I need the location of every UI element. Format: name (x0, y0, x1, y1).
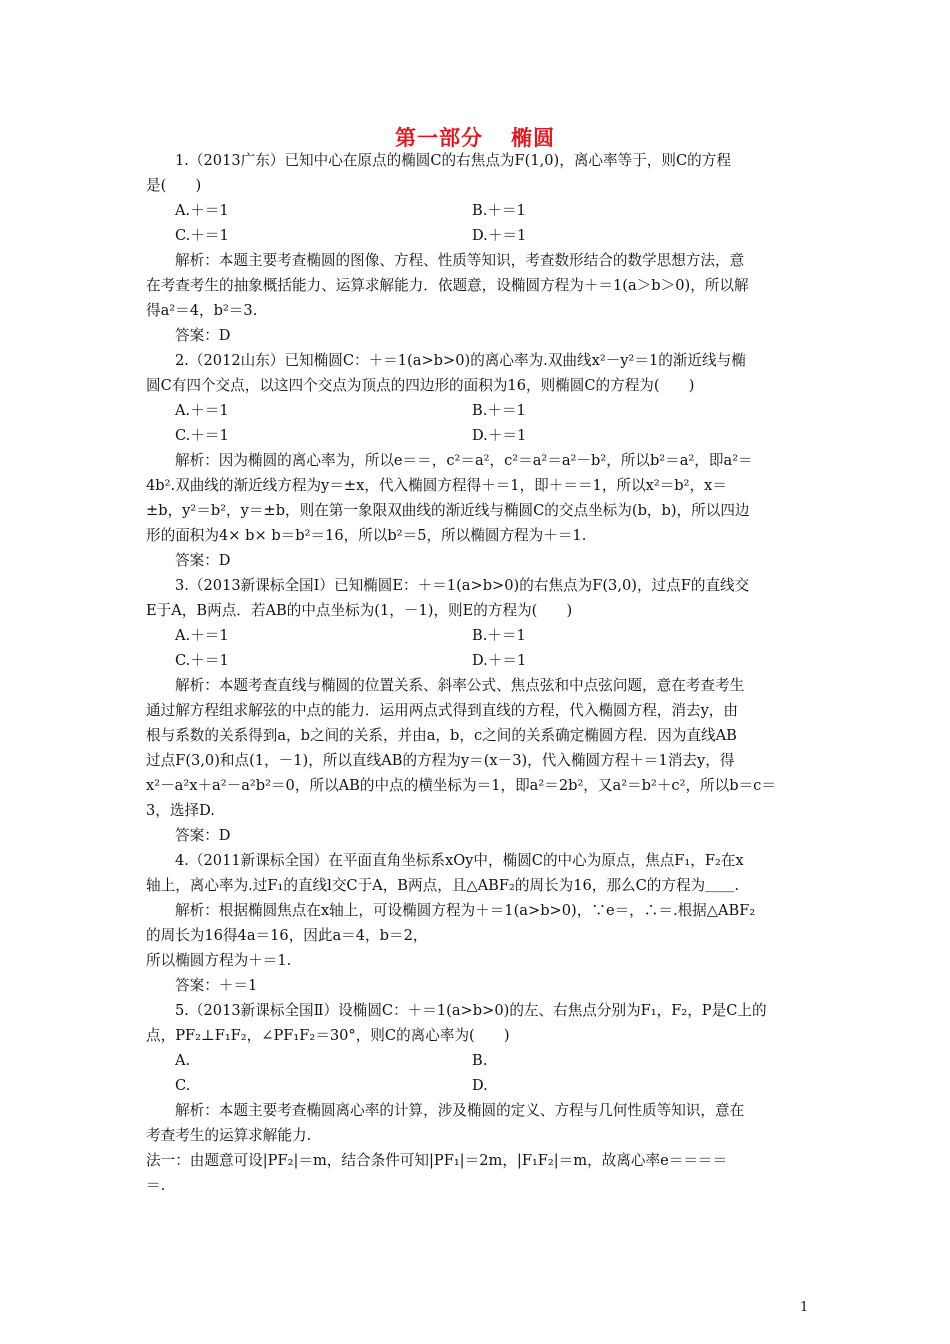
analysis-line: 所以椭圆方程为＋＝1. (146, 952, 292, 969)
analysis (146, 248, 812, 323)
analysis (146, 673, 812, 823)
answer: 答案：D (175, 552, 231, 569)
analysis (146, 898, 812, 973)
stem-line: 1.（2013广东）已知中心在原点的椭圆C的右焦点为F(1,0)，离心率等于，则C的方程 (175, 152, 731, 169)
problem-stem (146, 848, 812, 898)
analysis-line: 形的面积为4× b× b＝b²＝16，所以b²＝5，所以椭圆方程为＋＝1. (146, 527, 587, 544)
stem-line: 3.（2013新课标全国Ⅰ）已知椭圆E：＋＝1(a>b>0)的右焦点为F(3,0)，过点F的直线交 (175, 577, 750, 594)
problem-5 (146, 998, 812, 1198)
analysis-line: 法一：由题意可设|PF₂|＝m，结合条件可知|PF₁|＝2m，|F₁F₂|＝m，故离心率e＝＝＝＝ (146, 1152, 728, 1169)
option-row (146, 648, 812, 673)
analysis-line: 解析：因为椭圆的离心率为，所以e＝＝，c²＝a²，c²＝a²＝a²－b²，所以b²＝a²，即a²＝ (175, 452, 753, 469)
answer-option: C. (175, 1077, 191, 1094)
answer: 答案：D (175, 827, 231, 844)
option-row (146, 223, 812, 248)
answer-option: D.＋＝1 (472, 652, 527, 669)
option-row (146, 198, 812, 223)
problem-3 (146, 573, 812, 848)
problem-stem (146, 573, 812, 623)
answer: 答案：D (175, 327, 231, 344)
option-row (146, 623, 812, 648)
problem-stem (146, 998, 812, 1048)
analysis-line: ＝. (146, 1177, 166, 1194)
answer-option: A. (175, 1052, 191, 1069)
analysis-line: 根与系数的关系得到a，b之间的关系，并由a，b，c之间的关系确定椭圆方程．因为直线AB (146, 727, 737, 744)
answer-option: A.＋＝1 (175, 202, 229, 219)
stem-line: 轴上，离心率为.过F₁的直线l交C于A，B两点，且△ABF₂的周长为16，那么C的方程为＿＿. (146, 877, 739, 894)
answer-option: B.＋＝1 (472, 202, 526, 219)
analysis-line: 解析：根据椭圆焦点在x轴上，可设椭圆方程为＋＝1(a>b>0)，∵e＝，∴＝.根据△ABF₂ (175, 902, 756, 919)
answer-option: B.＋＝1 (472, 627, 526, 644)
problem-4 (146, 848, 812, 998)
analysis (146, 1098, 812, 1198)
problem-1 (146, 148, 812, 348)
answer-option: C.＋＝1 (175, 227, 229, 244)
stem-line: 圆C有四个交点，以这四个交点为顶点的四边形的面积为16，则椭圆C的方程为( ) (146, 377, 695, 394)
answer-option: D.＋＝1 (472, 227, 527, 244)
analysis (146, 448, 812, 548)
option-row (146, 423, 812, 448)
analysis-line: 通过解方程组求解弦的中点的能力．运用两点式得到直线的方程，代入椭圆方程，消去y，由 (146, 702, 738, 719)
analysis-line: 在考查考生的抽象概括能力、运算求解能力．依题意，设椭圆方程为＋＝1(a＞b＞0)，所以解 (146, 277, 749, 294)
stem-line: 2.（2012山东）已知椭圆C：＋＝1(a>b>0)的离心率为.双曲线x²－y²＝1的渐近线与椭 (175, 352, 746, 369)
answer-option: B.＋＝1 (472, 402, 526, 419)
analysis-line: 过点F(3,0)和点(1，－1)，所以直线AB的方程为y＝(x－3)，代入椭圆方程＋＝1消去y，得 (146, 752, 735, 769)
analysis-line: 的周长为16得4a＝16，因此a＝4，b＝2， (146, 927, 428, 944)
stem-line: 是( ) (146, 177, 202, 194)
problem-2 (146, 348, 812, 573)
problem-list (146, 148, 812, 1198)
answer-option: A.＋＝1 (175, 402, 229, 419)
analysis-line: 解析：本题考查直线与椭圆的位置关系、斜率公式、焦点弦和中点弦问题，意在考查考生 (175, 677, 745, 694)
analysis-line: 3，选择D. (146, 802, 215, 819)
stem-line: 4.（2011新课标全国）在平面直角坐标系xOy中，椭圆C的中心为原点，焦点F₁，F₂在x (175, 852, 744, 869)
answer-option: B. (472, 1052, 488, 1069)
analysis-line: 解析：本题主要考查椭圆的图像、方程、性质等知识，考查数形结合的数学思想方法，意 (175, 252, 745, 269)
stem-line: 点，PF₂⊥F₁F₂，∠PF₁F₂＝30°，则C的离心率为( ) (146, 1027, 510, 1044)
analysis-line: ±b，y²＝b²，y＝±b，则在第一象限双曲线的渐近线与椭圆C的交点坐标为(b，b)，所以四边 (146, 502, 750, 519)
answer-option: A.＋＝1 (175, 627, 229, 644)
answer-option: D.＋＝1 (472, 427, 527, 444)
title-topic: 椭圆 (511, 126, 555, 150)
analysis-line: 解析：本题主要考查椭圆离心率的计算，涉及椭圆的定义、方程与几何性质等知识，意在 (175, 1102, 745, 1119)
title-part: 第一部分 (395, 126, 483, 150)
analysis-line: x²－a²x＋a²－a²b²＝0，所以AB的中点的横坐标为＝1，即a²＝2b²，又a²＝b²＋c²，所以b＝c＝ (146, 777, 776, 794)
option-row (146, 1073, 812, 1098)
option-row (146, 398, 812, 423)
problem-stem (146, 348, 812, 398)
analysis-line: 4b².双曲线的渐近线方程为y＝±x，代入椭圆方程得＋＝1，即＋＝＝1，所以x²＝b²，x＝ (146, 477, 727, 494)
stem-line: 5.（2013新课标全国Ⅱ）设椭圆C：＋＝1(a>b>0)的左、右焦点分别为F₁，F₂，P是C上的 (175, 1002, 767, 1019)
problem-stem (146, 148, 812, 198)
answer: 答案：＋＝1 (175, 977, 258, 994)
answer-option: D. (472, 1077, 488, 1094)
page-number: 1 (800, 1300, 809, 1315)
answer-option: C.＋＝1 (175, 652, 229, 669)
answer-option: C.＋＝1 (175, 427, 229, 444)
option-row (146, 1048, 812, 1073)
analysis-line: 考查考生的运算求解能力. (146, 1127, 312, 1144)
stem-line: E于A，B两点．若AB的中点坐标为(1，－1)，则E的方程为( ) (146, 602, 573, 619)
analysis-line: 得a²＝4，b²＝3. (146, 302, 258, 319)
